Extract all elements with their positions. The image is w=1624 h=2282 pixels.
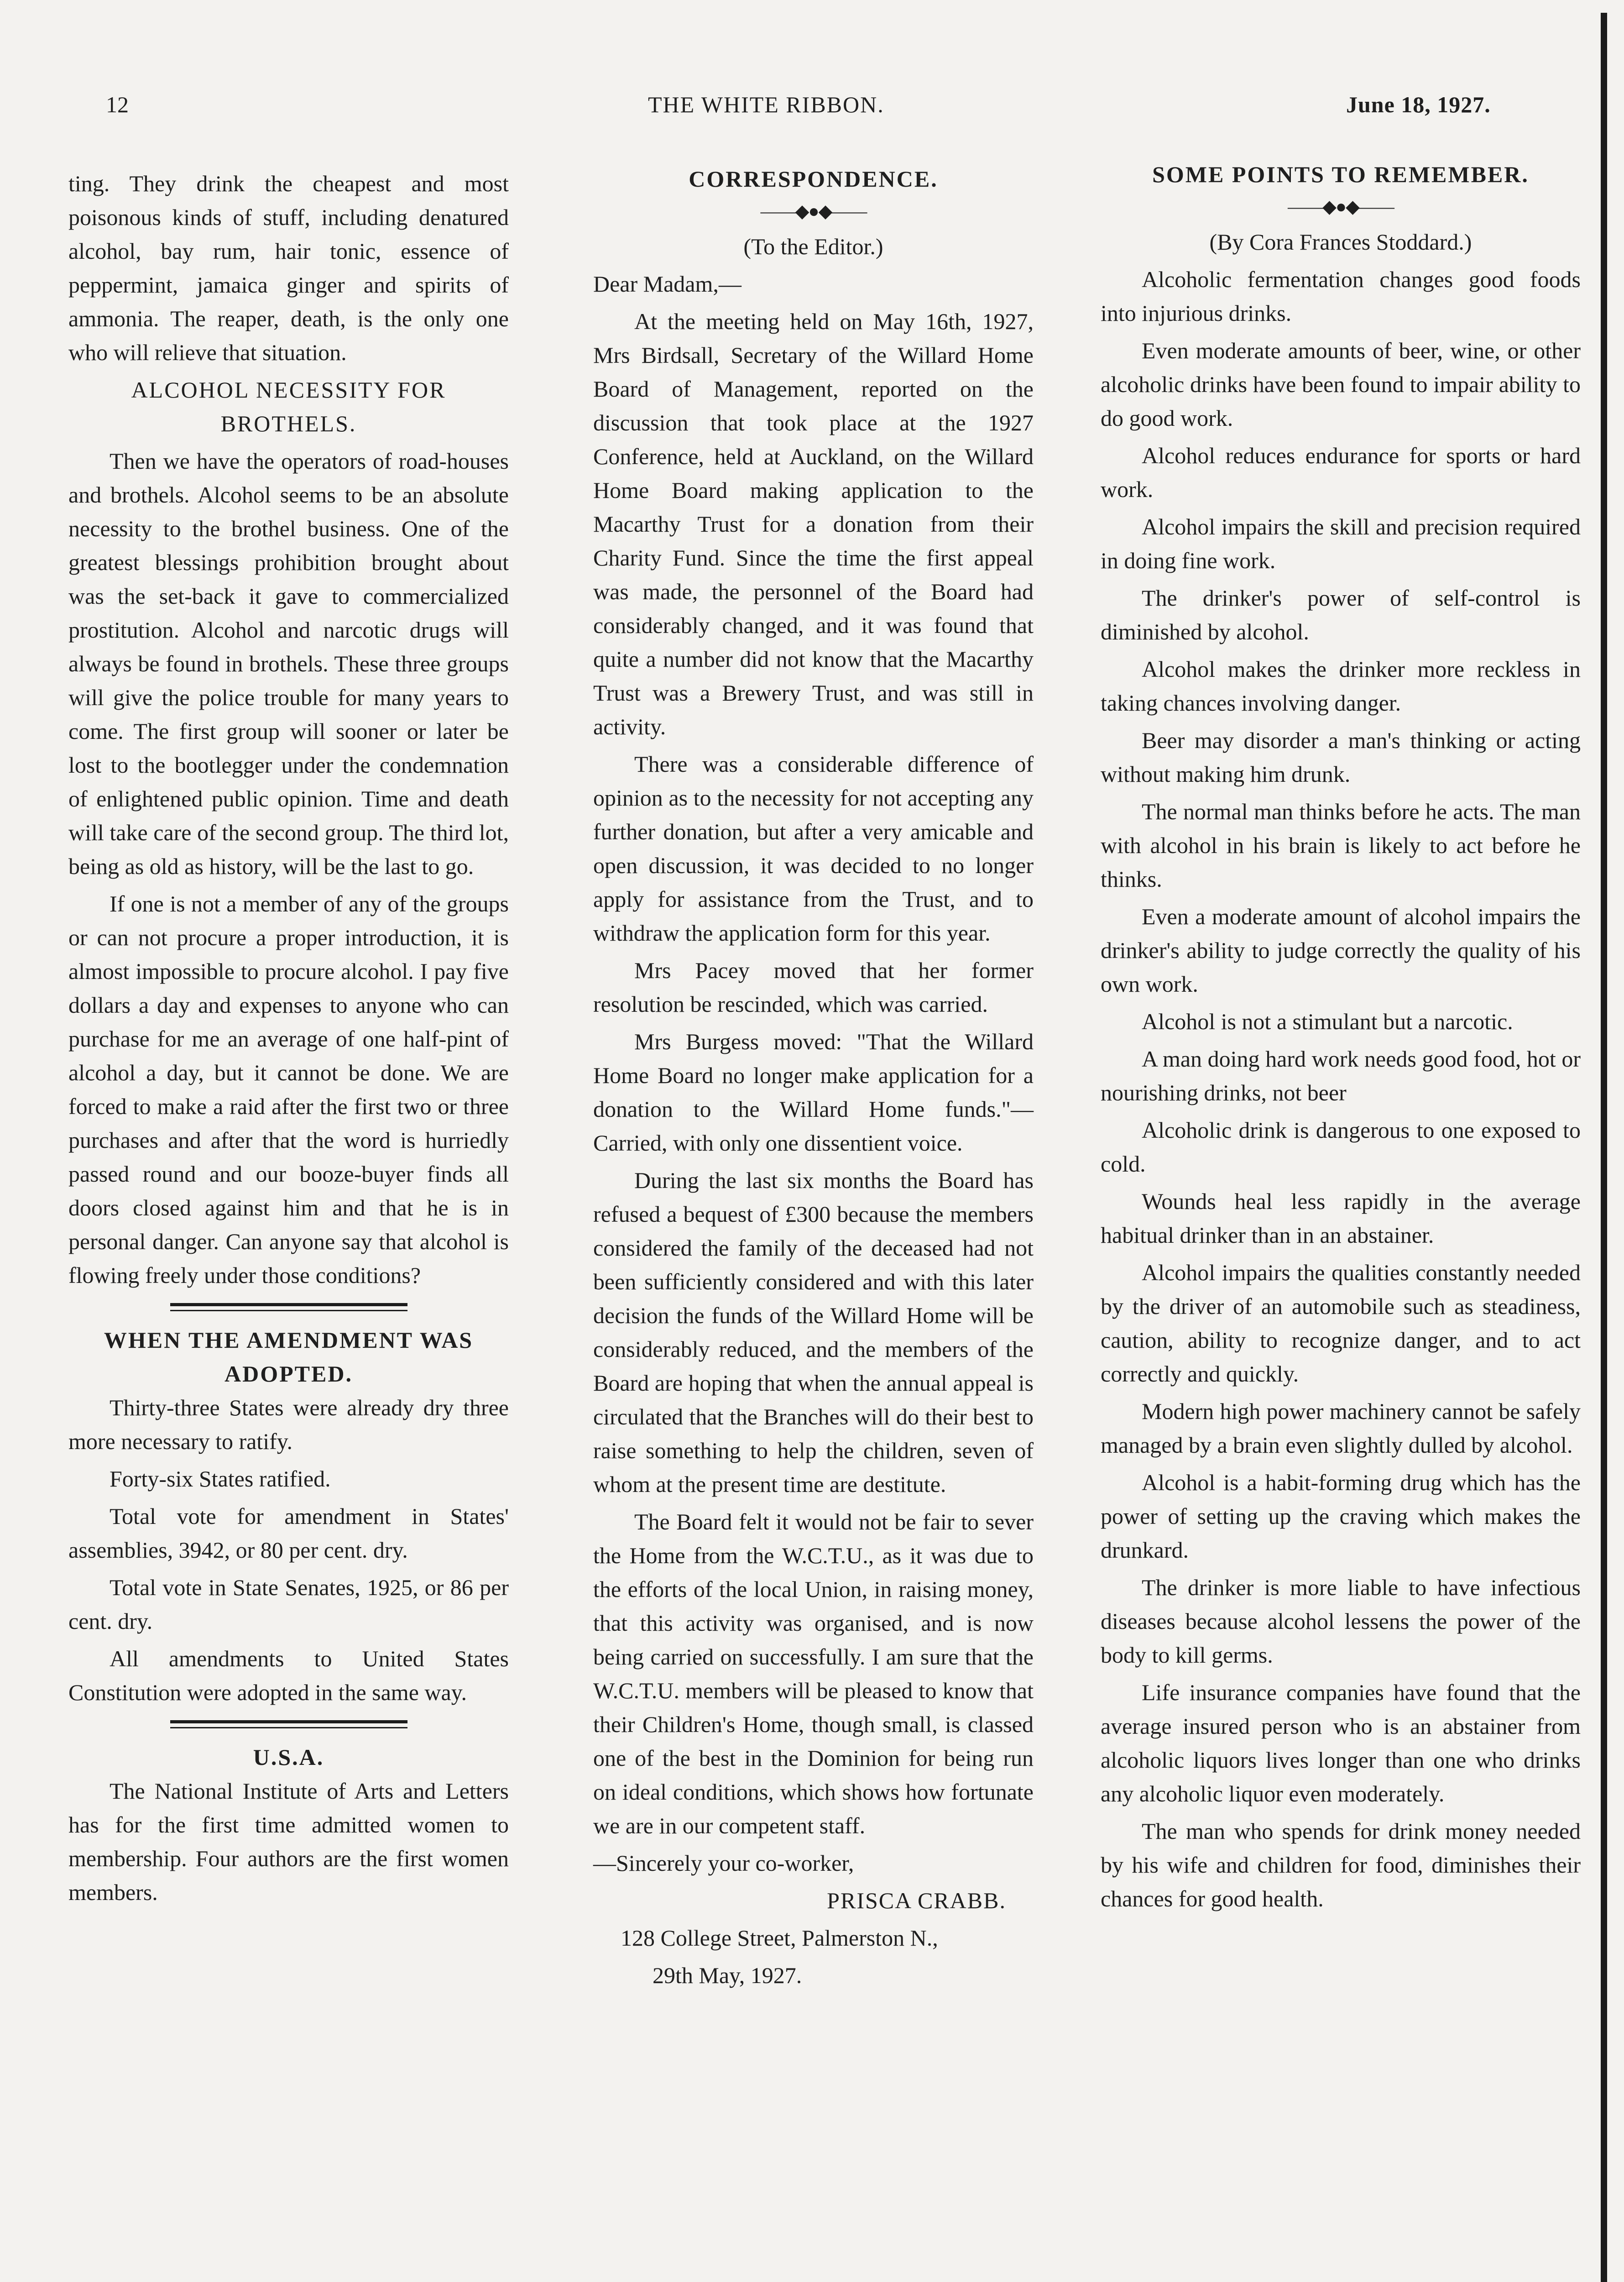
letter-signature: PRISCA CRABB. bbox=[827, 1888, 1006, 1913]
amendment-paragraph: Total vote for amendment in States' assemblies, 3942, or 80 per cent. dry. bbox=[68, 1503, 509, 1563]
point-paragraph: A man doing hard work needs good food, hot or nourishing drinks, not beer bbox=[1101, 1046, 1581, 1105]
amendment-paragraph: Thirty-three States were already dry three more necessary to ratify. bbox=[68, 1395, 509, 1454]
member-paragraph: If one is not a member of any of the groups or can not procure a proper introduction, it is almost impossible to procure alcohol. I pay five dollars a day and expenses to anyone who can purchase for me an average of one half-pint of alcohol a day, but it cannot be done. We are forced to make a raid after the first two or three purchases and after that the word is hurriedly passed round and our booze-buyer finds all doors closed against him and that he is in personal danger. Can anyone say that alcohol is flowing freely under those conditions? bbox=[68, 891, 509, 1288]
to-editor: (To the Editor.) bbox=[743, 234, 883, 259]
point-paragraph: Alcohol makes the drinker more reckless in taking chances involving danger. bbox=[1101, 656, 1581, 716]
point-paragraph: Modern high power machinery cannot be safely managed by a brain even slightly dulled by alcohol. bbox=[1101, 1398, 1581, 1458]
middle-column bbox=[593, 162, 1034, 1996]
letter-address: 128 College Street, Palmerston N., bbox=[621, 1925, 938, 1951]
point-paragraph: The drinker is more liable to have infectious diseases because alcohol lessens the power of the body to kill germs. bbox=[1101, 1575, 1581, 1668]
letter-closing: —Sincerely your co-worker, bbox=[593, 1850, 854, 1876]
point-paragraph: Alcohol is a habit-forming drug which has the power of setting up the craving which makes the drunkard. bbox=[1101, 1470, 1581, 1563]
point-paragraph: Even moderate amounts of beer, wine, or other alcoholic drinks have been found to impair ability to do good work. bbox=[1101, 338, 1581, 431]
byline: (By Cora Frances Stoddard.) bbox=[1209, 229, 1472, 255]
page-header bbox=[0, 91, 1624, 128]
point-paragraph: Even a moderate amount of alcohol impairs the drinker's ability to judge correctly the quality of his own work. bbox=[1101, 904, 1581, 997]
intro-paragraph: ting. They drink the cheapest and most poisonous kinds of stuff, including denatured alcohol, bay rum, hair tonic, essence of peppermint, jamaica ginger and spirits of ammonia. The reaper, death, is the only one who will relieve that situation. bbox=[68, 171, 509, 365]
amendment-paragraph: Total vote in State Senates, 1925, or 86 per cent. dry. bbox=[68, 1575, 509, 1634]
point-paragraph: Alcohol is not a stimulant but a narcotic. bbox=[1142, 1009, 1513, 1034]
point-paragraph: Wounds heal less rapidly in the average habitual drinker than in an abstainer. bbox=[1101, 1188, 1581, 1248]
letter-paragraph: Mrs Pacey moved that her former resolution be rescinded, which was carried. bbox=[593, 958, 1034, 1017]
point-paragraph: The drinker's power of self-control is diminished by alcohol. bbox=[1101, 585, 1581, 644]
point-paragraph: Alcohol reduces endurance for sports or hard work. bbox=[1101, 443, 1581, 502]
brothels-subheading: ALCOHOL NECESSITY FOR BROTHELS. bbox=[131, 377, 446, 436]
points-title: SOME POINTS TO REMEMBER. bbox=[1152, 162, 1529, 187]
brothels-paragraph: Then we have the operators of road-houses and brothels. Alcohol seems to be an absolute necessity to the brothel business. One of the greatest blessings prohibition brought about was the set-back it gave to commercialized prostitution. Alcohol and narcotic drugs will always be found in brothels. These three groups will give the police trouble for many years to come. The first group will sooner or later be lost to the bootlegger under the condemnation of enlightened public opinion. Time and death will take care of the second group. The third lot, being as old as history, will be the last to go. bbox=[68, 448, 509, 879]
amendment-paragraph: All amendments to United States Constitution were adopted in the same way. bbox=[68, 1646, 509, 1705]
letter-paragraph: At the meeting held on May 16th, 1927, Mrs Birdsall, Secretary of the Willard Home Board of Management, reported on the discussion that took place at the 1927 Conference, held at Auckland, on the Willard Home Board making application to the Macarthy Trust for a donation from their Charity Fund. Since the time the first appeal was made, the personnel of the Board had considerably changed, and it was found that quite a number did not know that the Macarthy Trust was a Brewery Trust, and was still in activity. bbox=[593, 309, 1034, 739]
point-paragraph: Life insurance companies have found that the average insured person who is an abstainer from alcoholic liquors lives longer than one who drinks any alcoholic liquor even moderately. bbox=[1101, 1680, 1581, 1806]
point-paragraph: Alcoholic drink is dangerous to one exposed to cold. bbox=[1101, 1117, 1581, 1177]
left-column bbox=[68, 167, 509, 1913]
salutation: Dear Madam,— bbox=[593, 271, 742, 297]
letter-paragraph: The Board felt it would not be fair to sever the Home from the W.C.T.U., as it was due to the efforts of the local Union, in raising money, that this activity was organised, and is now being carried on successfully. I am sure that the W.C.T.U. members will be pleased to know that their Children's Home, though small, is classed one of the best in the Dominion for being run on ideal conditions, which shows how fortunate we are in our competent staff. bbox=[593, 1509, 1034, 1838]
right-edge-rule bbox=[1601, 13, 1607, 2282]
ornament-divider: ——◆●◆—— bbox=[1288, 196, 1394, 217]
right-column bbox=[1101, 157, 1581, 1919]
point-paragraph: The man who spends for drink money needed by his wife and children for food, diminishes their chances for good health. bbox=[1101, 1818, 1581, 1911]
letter-paragraph: Mrs Burgess moved: "That the Willard Home Board no longer make application for a donation to the Willard Home funds."—Carried, with only one dissentient voice. bbox=[593, 1029, 1034, 1156]
section-divider bbox=[170, 1720, 407, 1728]
point-paragraph: Beer may disorder a man's thinking or acting without making him drunk. bbox=[1101, 728, 1581, 787]
usa-paragraph: The National Institute of Arts and Letters has for the first time admitted women to membership. Four authors are the first women members. bbox=[68, 1778, 509, 1905]
correspondence-title: CORRESPONDENCE. bbox=[689, 166, 938, 192]
section-divider bbox=[170, 1303, 407, 1311]
point-paragraph: Alcohol impairs the skill and precision required in doing fine work. bbox=[1101, 514, 1581, 573]
amendment-title: WHEN THE AMENDMENT WAS ADOPTED. bbox=[104, 1327, 474, 1387]
letter-date: 29th May, 1927. bbox=[653, 1963, 802, 1988]
letter-paragraph: During the last six months the Board has refused a bequest of £300 because the members considered the family of the deceased had not been sufficiently considered and with this later decision the funds of the Willard Home will be considerably reduced, and the members of the Board are hoping that when the annual appeal is circulated that the Branches will do their best to raise something to help the children, seven of whom at the present time are destitute. bbox=[593, 1167, 1034, 1497]
ornament-divider: ——◆●◆—— bbox=[760, 201, 867, 221]
point-paragraph: Alcoholic fermentation changes good foods into injurious drinks. bbox=[1101, 267, 1581, 326]
page-number: 12 bbox=[106, 92, 129, 117]
amendment-paragraph: Forty-six States ratified. bbox=[110, 1466, 331, 1492]
issue-date: June 18, 1927. bbox=[1346, 92, 1491, 117]
point-paragraph: Alcohol impairs the qualities constantly needed by the driver of an automobile such as steadiness, caution, ability to recognize danger, and to act correctly and quickly. bbox=[1101, 1260, 1581, 1387]
journal-title: THE WHITE RIBBON. bbox=[648, 92, 884, 117]
letter-paragraph: There was a considerable difference of opinion as to the necessity for not accepting any further donation, but after a very amicable and open discussion, it was decided to no longer apply for assistance from the Trust, and to withdraw the application form for this year. bbox=[593, 751, 1034, 946]
point-paragraph: The normal man thinks before he acts. The man with alcohol in his brain is likely to act before he thinks. bbox=[1101, 799, 1581, 892]
usa-title: U.S.A. bbox=[253, 1744, 324, 1770]
